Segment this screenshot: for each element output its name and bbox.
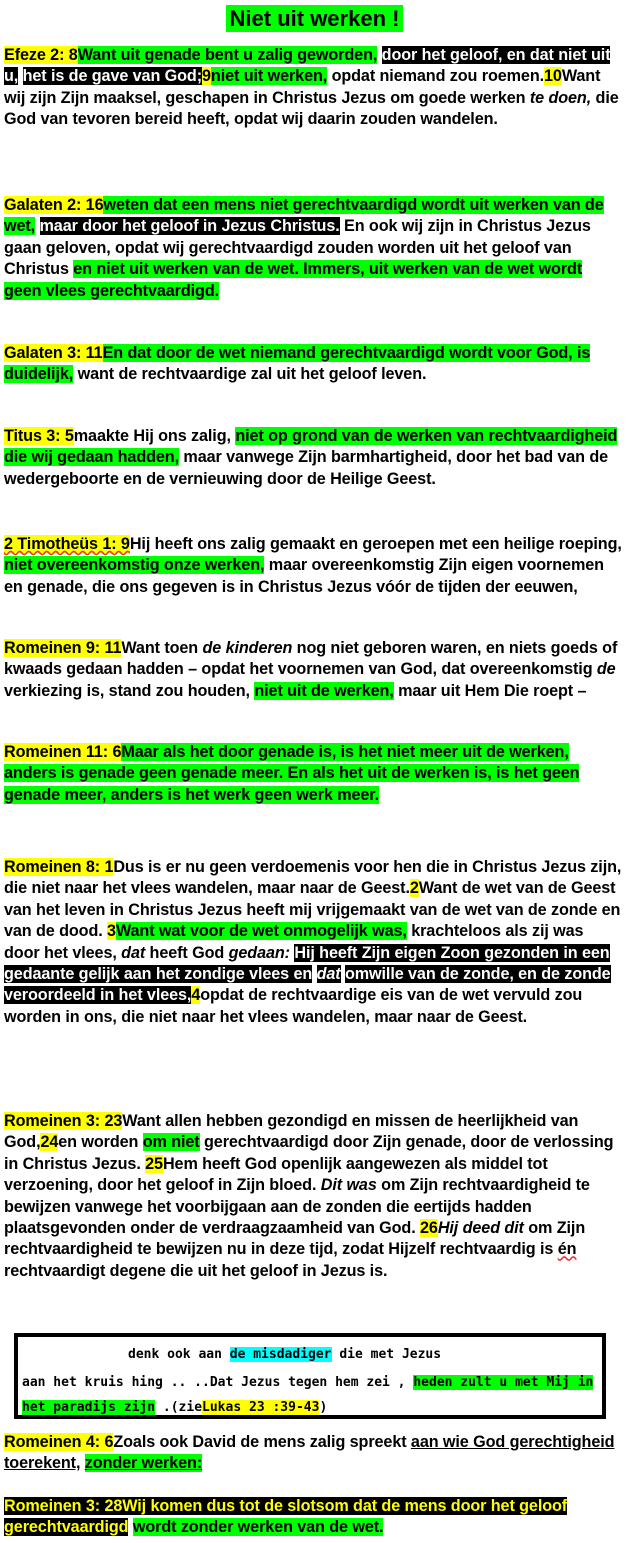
italic-text: Dit was bbox=[320, 1176, 377, 1195]
italic-text: gedaan: bbox=[228, 943, 290, 962]
verse-text: nog niet geboren waren, en niets goeds of kwaads gedaan hadden – opdat het voornemen van God, dat overeenkomstig bbox=[4, 639, 618, 679]
highlight-green: wordt zonder werken van de wet. bbox=[132, 1518, 384, 1537]
verse-ref: Romeinen 3: 23 bbox=[4, 1112, 123, 1130]
verse-text: Hij heeft ons zalig gemaakt en geroepen met een heilige roeping, bbox=[129, 535, 622, 553]
highlight-green: niet uit werken, bbox=[210, 67, 328, 86]
verse-text: maakte Hij ons zalig, bbox=[73, 427, 231, 445]
verse-text: opdat niemand zou roemen. bbox=[331, 67, 545, 86]
italic-text: Hij deed dit bbox=[437, 1219, 524, 1238]
section-romeinen-4-6 bbox=[4, 1432, 622, 1475]
verse-text: die God van tevoren bereid heeft, opdat wij daarin zouden wandelen. bbox=[4, 88, 619, 129]
italic-text: de kinderen bbox=[202, 639, 293, 657]
verse-ref: Titus 3: 5 bbox=[4, 427, 74, 445]
verse-ref: 2 Timotheüs 1: 9 bbox=[4, 535, 130, 553]
verse-text: en worden bbox=[58, 1133, 139, 1152]
highlight-green: niet overeenkomstig onze werken, bbox=[4, 556, 265, 575]
verse-text: krachteloos als zij was door het vlees, bbox=[4, 922, 584, 962]
section-2-timotheus-1-9 bbox=[4, 534, 622, 598]
section-romeinen-11-6 bbox=[4, 742, 622, 806]
highlight-green: heden zult u met Mij in bbox=[413, 1375, 594, 1390]
highlight-green: niet uit de werken, bbox=[254, 681, 394, 700]
highlight-black: Hij heeft Zijn eigen Zoon gezonden in een gedaante gelijk aan het zondige vlees en bbox=[4, 943, 610, 984]
highlight-cyan: de misdadiger bbox=[229, 1347, 332, 1362]
verse-text: opdat de rechtvaardige eis van de wet vervuld zou worden in ons, die niet naar het vlees wandelen, maar naar de Geest. bbox=[4, 986, 583, 1026]
verse-number: 4 bbox=[191, 986, 201, 1005]
verse-ref: Galaten 3: 11 bbox=[4, 344, 103, 362]
verse-text: Want toen bbox=[121, 639, 199, 657]
note-line-1: denk ook aan de misdadiger die met Jezus bbox=[128, 1347, 442, 1362]
italic-text: te doen, bbox=[529, 88, 592, 107]
verse-text: En ook wij zijn in Christus Jezus gaan geloven, opdat wij gerechtvaardigd zouden worden uit het geloof van Christus bbox=[4, 217, 591, 279]
verse-text: om Zijn rechtvaardigheid te bewijzen nu in deze tijd, zodat Hijzelf rechtvaardig is bbox=[4, 1219, 586, 1259]
highlight-black: het is de gave van God; bbox=[22, 67, 203, 86]
verse-number: 3 bbox=[107, 922, 116, 941]
verse-text: Want de wet van de Geest van het leven in Christus Jezus heeft mij vrijgemaakt van de wet van de zonde en van de dood. bbox=[4, 879, 621, 941]
highlight-black: door het geloof, en dat niet uit u, bbox=[4, 46, 611, 86]
section-romeinen-3-23 bbox=[4, 1111, 622, 1282]
verse-text: én bbox=[557, 1240, 577, 1259]
highlight-green: niet op grond van de werken van rechtvaardigheid die wij gedaan hadden, bbox=[4, 427, 618, 467]
verse-text: Want wij zijn Zijn maaksel, geschapen in Christus Jezus om goede werken bbox=[4, 67, 601, 107]
highlight-green: En dat door de wet niemand gerechtvaardigd wordt voor God, is duidelijk, bbox=[4, 344, 591, 384]
verse-text: Dus is er nu geen verdoemenis voor hen die in Christus Jezus zijn, die niet naar het vlees wandelen, maar naar de Geest. bbox=[4, 858, 622, 898]
verse-text: verkiezing is, stand zou houden, bbox=[4, 681, 250, 700]
verse-text: gerechtvaardigd door Zijn genade, door de verlossing in Christus Jezus. bbox=[4, 1133, 614, 1173]
verse-text: maar overeenkomstig Zijn eigen voornemen en genade, die ons gegeven is in Christus Jezus vóór de tijden der eeuwen, bbox=[4, 556, 604, 596]
highlight-black: Wij komen dus tot de slotsom dat de mens door het geloof gerechtvaardigd bbox=[4, 1497, 568, 1537]
verse-ref: Romeinen 9: 11 bbox=[4, 639, 122, 657]
underlined-text: aan wie God gerechtigheid toerekent, bbox=[4, 1433, 615, 1473]
section-galaten-2-16 bbox=[4, 195, 622, 302]
verse-number: 9 bbox=[202, 67, 211, 86]
italic-text: de bbox=[596, 660, 616, 679]
verse-text: Zoals ook David de mens zalig spreekt bbox=[113, 1433, 407, 1451]
section-galaten-3-11 bbox=[4, 343, 622, 386]
highlight-green: Want uit genade bent u zalig geworden, bbox=[77, 46, 378, 64]
highlight-black: maar door het geloof in Jezus Christus. bbox=[39, 217, 340, 236]
verse-ref: Romeinen 8: 1 bbox=[4, 858, 114, 876]
verse-text: om Zijn rechtvaardigheid te bewijzen vanwege het voorbijgaan aan de zonden die eertijds hadden plaatsgevonden onder de verdraagzaamheid van God. bbox=[4, 1176, 590, 1238]
highlight-green: Maar als het door genade is, is het niet meer uit de werken, anders is genade geen genade meer. En als het uit de werken is, is het geen genade meer, anders is het werk geen werk meer. bbox=[4, 743, 580, 804]
verse-ref: Romeinen 3: 28 bbox=[4, 1497, 123, 1515]
verse-number: 10 bbox=[544, 67, 562, 86]
highlight-green: weten dat een mens niet gerechtvaardigd wordt uit werken van de wet, bbox=[4, 196, 604, 236]
verse-number: 2 bbox=[409, 879, 419, 898]
verse-number: 26 bbox=[420, 1219, 438, 1238]
italic-text: dat bbox=[121, 943, 146, 962]
highlight-black: dat bbox=[316, 965, 341, 984]
section-romeinen-8-1 bbox=[4, 857, 622, 1028]
verse-text: rechtvaardigt degene die uit het geloof in Jezus is. bbox=[4, 1261, 388, 1280]
highlight-green: om niet bbox=[142, 1133, 200, 1152]
highlight-green: het paradijs zijn bbox=[22, 1400, 156, 1415]
verse-text: want de rechtvaardige zal uit het geloof leven. bbox=[77, 365, 427, 384]
verse-ref: Romeinen 4: 6 bbox=[4, 1433, 114, 1451]
highlight-green: Want wat voor de wet onmogelijk was, bbox=[115, 922, 407, 941]
highlight-green: zonder werken: bbox=[84, 1454, 203, 1473]
verse-number: 25 bbox=[145, 1154, 163, 1173]
highlight-yellow: Lukas 23 :39-43 bbox=[202, 1400, 320, 1415]
note-box bbox=[14, 1333, 606, 1419]
section-romeinen-3-28 bbox=[4, 1496, 622, 1539]
note-line-2: aan het kruis hing .. ..Dat Jezus tegen hem zei , heden zult u met Mij in bbox=[22, 1375, 594, 1390]
verse-text: maar vanwege Zijn barmhartigheid, door het bad van de wedergeboorte en de vernieuwing door de Heilige Geest. bbox=[4, 448, 609, 488]
verse-text: heeft God bbox=[149, 943, 225, 962]
verse-number: 24 bbox=[40, 1133, 59, 1152]
section-efeze-2-8 bbox=[4, 45, 622, 131]
verse-text: Want allen hebben gezondigd en missen de heerlijkheid van God, bbox=[4, 1112, 579, 1152]
section-romeinen-9-11 bbox=[4, 638, 622, 702]
verse-ref: Galaten 2: 16 bbox=[4, 196, 104, 214]
note-line-3: het paradijs zijn .(zieLukas 23 :39-43) bbox=[22, 1400, 328, 1415]
highlight-green: en niet uit werken van de wet. Immers, uit werken van de wet wordt geen vlees gerechtvaardigd. bbox=[4, 260, 583, 300]
section-titus-3-5 bbox=[4, 426, 622, 490]
verse-text: maar uit Hem Die roept – bbox=[398, 681, 587, 700]
verse-text: Hem heeft God openlijk aangewezen als middel tot verzoening, door het geloof in Zijn bloed. bbox=[4, 1154, 548, 1195]
highlight-black: omwille van de zonde, en de zonde veroordeeld in het vlees, bbox=[4, 965, 611, 1005]
verse-ref: Efeze 2: 8 bbox=[4, 46, 78, 64]
page-title: Niet uit werken ! bbox=[0, 6, 629, 32]
verse-ref: Romeinen 11: 6 bbox=[4, 743, 122, 761]
